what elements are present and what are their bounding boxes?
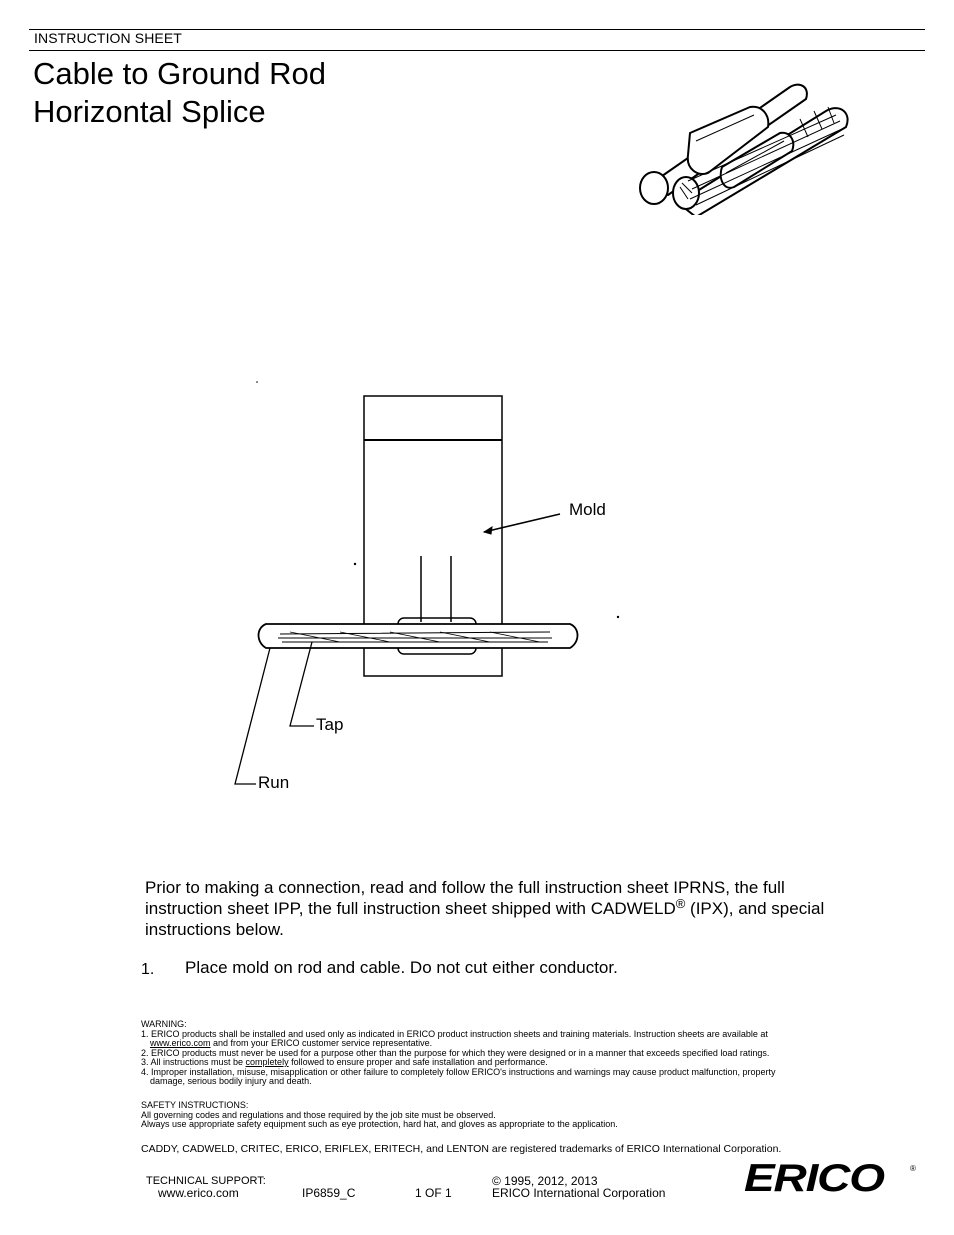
company-name: ERICO International Corporation: [492, 1186, 666, 1200]
document-type-label: INSTRUCTION SHEET: [34, 30, 182, 46]
erico-logo: ERICO: [744, 1157, 884, 1200]
run-label: Run: [258, 773, 290, 792]
tap-label: Tap: [316, 715, 344, 734]
warning-block: [141, 1020, 871, 1087]
page-indicator: 1 OF 1: [415, 1186, 452, 1200]
registered-mark: ®: [675, 896, 686, 911]
logo-registered-mark: ®: [910, 1164, 916, 1173]
header-rule-bottom: [29, 50, 925, 51]
trademarks-notice: CADDY, CADWELD, CRITEC, ERICO, ERIFLEX, ERITECH, and LENTON are registered trademarks of ERICO International Corporation.: [141, 1143, 782, 1155]
safety-heading: SAFETY INSTRUCTIONS:: [141, 1100, 249, 1110]
safety-block: [141, 1101, 871, 1130]
warning-item-4-cont: damage, serious bodily injury and death.: [150, 1076, 312, 1086]
warning-item-1: 1. ERICO products shall be installed and used only as indicated in ERICO product instruction sheets and training materials. Instruction sheets are available at: [141, 1028, 768, 1039]
safety-line-2: Always use appropriate safety equipment such as eye protection, hard hat, and gloves as appropriate to the application.: [141, 1119, 618, 1129]
intro-text-part-2: (IPX), and special instructions below.: [145, 899, 825, 939]
intro-paragraph: [145, 877, 865, 940]
step-text: Place mold on rod and cable. Do not cut either conductor.: [185, 958, 618, 977]
support-url[interactable]: www.erico.com: [158, 1186, 239, 1200]
page-title: [33, 55, 326, 131]
mold-leader-line: [484, 514, 560, 532]
tap-leader-line: [290, 642, 314, 726]
safety-line-1: All governing codes and regulations and those required by the job site must be observed.: [141, 1109, 496, 1120]
step-number: 1.: [141, 961, 155, 978]
page-title-line-1: Cable to Ground Rod: [33, 56, 326, 91]
erico-website-link[interactable]: www.erico.com: [150, 1038, 211, 1048]
run-leader-line: [235, 648, 270, 784]
ground-rod: [259, 624, 578, 648]
warning-item-3: 3. All instructions must be completely followed to ensure proper and safe installation and performance.: [141, 1057, 548, 1067]
support-label: TECHNICAL SUPPORT:: [146, 1175, 266, 1187]
intro-text-part-1: Prior to making a connection, read and follow the full instruction sheet IPRNS, the full instruction sheet IPP, the full instruction sheet shipped with CADWELD: [145, 878, 785, 918]
warning-heading: WARNING:: [141, 1019, 187, 1029]
mold-diagram: [230, 380, 630, 800]
document-number: IP6859_C: [302, 1186, 356, 1200]
page-title-line-2: Horizontal Splice: [33, 94, 266, 129]
warning-item-4: 4. Improper installation, misuse, misapplication or other failure to completely follow ERICO's instructions and warnings may cause product malfunction, property: [141, 1066, 776, 1077]
warning-item-2: 2. ERICO products must never be used for a purpose other than the purpose for which they were designed or in a manner that exceeds specified load ratings.: [141, 1047, 770, 1058]
copyright-years: © 1995, 2012, 2013: [492, 1174, 598, 1188]
mold-label: Mold: [569, 500, 606, 519]
splice-illustration: [630, 75, 860, 215]
warning-item-1-cont: www.erico.com and from your ERICO customer service representative.: [150, 1038, 433, 1048]
